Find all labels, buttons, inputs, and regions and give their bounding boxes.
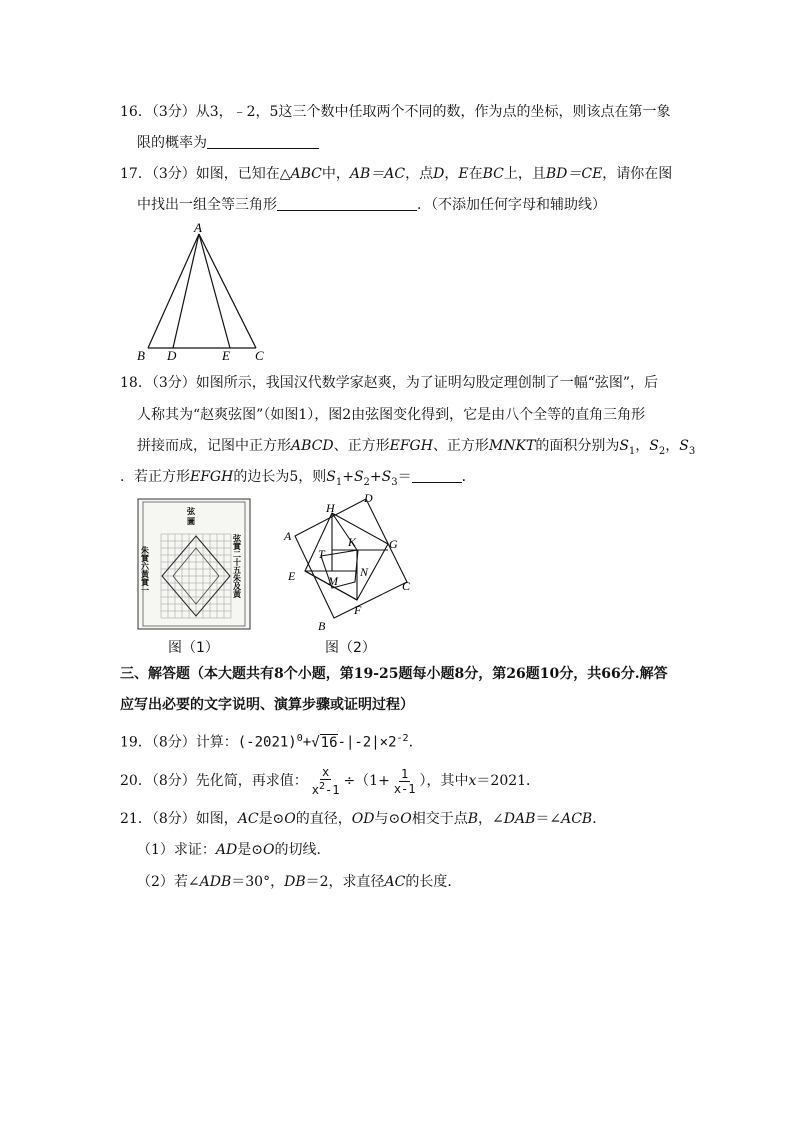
label-e: E [222,348,230,363]
figure1-caption: 图（1） [168,640,219,656]
q19-rest: -|-2|×2 [337,734,397,751]
section3-heading-line2 [120,695,414,715]
q17-mid3: 在 [468,166,483,182]
q18-text-4b: 的边长为5，则 [233,469,327,485]
q20-frac2-num: 1 [401,766,409,781]
q21-acb: ACB [561,811,593,827]
fig2-label-n: N [360,565,369,579]
label-b: B [137,348,145,363]
q21-line1 [120,809,606,829]
q18-text-2: 人称其为“赵爽弦图”（如图1），图2由弦图变化得到，它是由八个全等的直角三角形 [137,407,646,423]
q21-t5: ，∠ [478,811,504,827]
q21-sub1 [137,840,330,860]
q20-value: ＝2021． [476,773,541,789]
q18-line1 [120,373,658,393]
q19-exp0: 0 [296,733,303,744]
q20-frac2-den: x-1 [393,781,416,796]
q20-fraction-1 [310,765,342,797]
q16-line1 [120,102,670,122]
q21-sub2-d: 的长度． [405,874,462,890]
q19-exp: -2 [396,733,409,744]
q18-abcd: ABCD [291,438,334,454]
q21-o: O [284,811,296,827]
q21-adb: ADB [199,874,232,890]
q18-efgh: EFGH [389,438,433,454]
q18-sub1: 1 [628,445,636,457]
q18-s1: S [619,438,629,454]
q17-text-2: 中找出一组全等三角形 [137,197,277,213]
q19-sqrt-arg: 16 [320,734,338,751]
q20-line [120,762,540,800]
fig2-label-c: C [402,579,411,593]
q18-comma1: ， [635,438,650,454]
q18-text-3b: 、正方形 [333,438,390,454]
q20-div: ÷（1+ [343,773,390,789]
q18-s3: S [679,438,689,454]
q17-condition: AB＝AC [349,166,406,182]
q17-line1 [120,164,672,184]
q16-line2 [137,133,319,153]
fig1-title-char1: 弦 [187,507,195,516]
q17-d: D [433,166,445,182]
q19-text: 19．（8分）计算： [120,734,238,751]
fig2-label-t: T [318,547,325,561]
q18-comma2: ， [665,438,680,454]
figure2-caption: 图（2） [325,640,376,656]
q21-t4: 相交于点 [411,811,468,827]
q18-sum-s1: S [326,469,336,485]
q20-frac1-den [310,780,342,797]
q21-sub2-c: ＝2，求直径 [305,874,385,890]
section3-text-2: 应写出必要的文字说明、演算步骤或证明过程） [120,697,414,713]
q18-sum-sub3: 3 [391,476,398,488]
q18-sub3: 3 [688,445,696,457]
q21-t6: ＝∠ [535,811,562,827]
q18-sum-s3: S [381,469,392,485]
fig2-label-e: E [288,569,296,583]
q18-text-4a: ．若正方形 [120,469,190,485]
q20-text: 20．（8分）先化简，再求值： [120,773,308,789]
q21-ac-2: AC [384,874,406,890]
q17-bd-ce: BD＝CE [545,166,603,182]
q20-close: ），其中 [419,773,469,789]
q18-mnkt: MNKT [488,438,536,454]
q19-plus: + [302,734,312,751]
q17-bc: BC [482,166,504,182]
q16-text: 16．（3分）从3，﹣2，5这三个数中任取两个不同的数，作为点的坐标，则该点在第一象 [120,104,671,120]
label-d: D [167,348,177,363]
q17-tail: ．（不添加任何字母和辅助线） [417,197,606,213]
fig2-label-k: K [348,535,357,549]
q21-sub2 [137,872,461,892]
q18-sub2: 2 [658,445,666,457]
q18-text-3d: 的面积分别为 [535,438,620,454]
q21-db: DB [284,874,306,890]
label-c: C [255,348,264,363]
q21-sub1-c: 的切线． [274,842,331,858]
q18-text-3c: 、正方形 [432,438,489,454]
q21-b: B [467,811,478,827]
q18-eq: ＝ [397,469,412,485]
q21-od: OD [351,811,375,827]
q20-frac1-num: x [321,765,330,779]
q17-abc: ABC [290,166,322,182]
q18-efgh-2: EFGH [190,469,234,485]
q18-sum-sub2: 2 [363,476,370,488]
q17-answer-blank[interactable] [277,196,417,211]
q17-triangle-figure [130,220,280,365]
q21-sub2-b: ＝30°， [231,874,285,890]
q18-s2: S [649,438,659,454]
q21-ad: AD [215,842,238,858]
q18-line3 [137,436,695,462]
fig2-label-m: M [328,574,338,588]
q16-answer-blank[interactable] [207,134,319,149]
q21-t3: 与⊙ [374,811,401,827]
fig1-right-text: 弦實二十五朱及黃 [232,534,242,598]
q17-mid2: ，点 [405,166,434,182]
q19-end: . [408,734,414,751]
q17-e: E [458,166,469,182]
q18-sum-s2: S [353,469,364,485]
q20-x: x [468,773,477,789]
fig2-label-a: A [284,529,292,543]
q17-line2 [137,195,606,215]
q17-comma: ， [444,166,459,182]
q21-text: 21．（8分）如图， [120,811,238,827]
q21-sub1-a: （1）求证： [137,842,216,858]
q18-end: ． [461,469,476,485]
q18-text-3a: 拼接而成，记图中正方形 [137,438,291,454]
q18-line4 [120,467,476,493]
q21-t2: 的直径， [295,811,352,827]
q17-mid4: 上，且 [503,166,546,182]
fig2-label-d: D [364,491,373,505]
fig1-left-text: 朱實六黃實一 [140,546,150,594]
q17-text: 17．（3分）如图，已知在△ [120,166,291,182]
q20-fraction-2 [392,767,418,796]
q19-sqrt-sign: √ [311,734,320,751]
q21-ac: AC [237,811,259,827]
q18-plus2: + [369,469,382,485]
q21-sub2-a: （2）若∠ [137,874,200,890]
label-a: A [194,220,202,235]
section3-heading-line1 [120,664,668,684]
q21-o-3: O [263,842,275,858]
fig2-label-g: G [389,537,398,551]
fig2-label-f: F [354,603,362,617]
q21-end: ． [592,811,607,827]
zhao-shuang-diagram-figure1 [137,498,252,631]
q21-t1: 是⊙ [258,811,285,827]
q20-frac1-den-base: x [311,783,319,797]
q21-o-2: O [400,811,412,827]
q19-line [120,729,413,753]
q18-line2 [137,405,645,425]
figure2-squares-diagram [280,490,420,635]
q21-sub1-b: 是⊙ [237,842,263,858]
q17-suffix: ，请你在图 [602,166,673,182]
q19-base: (-2021) [237,734,297,751]
fig2-label-b: B [318,619,326,633]
q20-frac1-den-exp: 2 [318,781,325,792]
q18-answer-blank[interactable] [412,468,462,483]
q20-frac1-den-tail: -1 [325,783,340,797]
q18-text-1: 18．（3分）如图所示，我国汉代数学家赵爽，为了证明勾股定理创制了一幅“弦图”，后 [120,375,659,391]
q21-dab: DAB [503,811,536,827]
fig1-title-char2: 圖 [187,517,195,526]
q17-mid1: 中， [321,166,350,182]
q18-sum-sub1: 1 [335,476,343,488]
fig2-label-h: H [326,501,335,515]
section3-text-1: 三、解答题（本大题共有8个小题，第19-25题每小题8分，第26题10分，共66分.解答 [120,666,668,682]
q18-plus1: + [342,469,354,485]
q16-text-2: 限的概率为 [137,135,207,151]
